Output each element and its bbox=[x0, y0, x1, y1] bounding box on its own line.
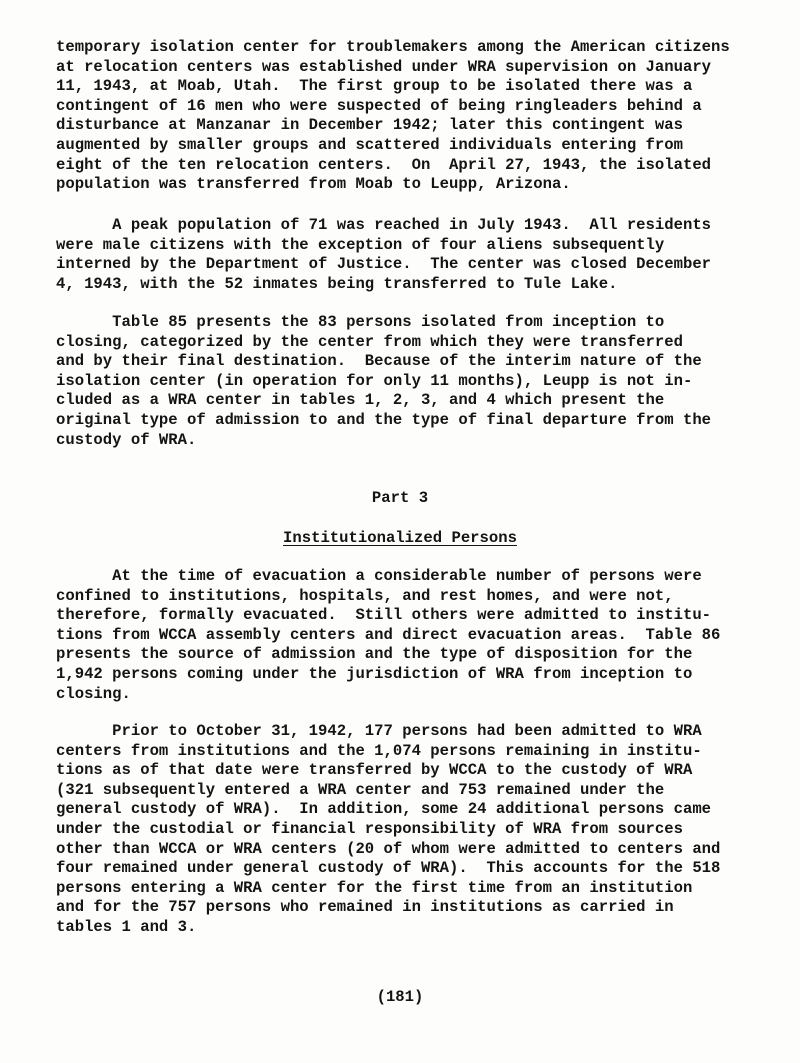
text-line: Table 85 presents the 83 persons isolated from inception to bbox=[56, 313, 665, 331]
text-line: general custody of WRA). In addition, some 24 additional persons came bbox=[56, 800, 712, 819]
text-line: therefore, formally evacuated. Still others were admitted to institu- bbox=[56, 606, 712, 625]
text-line: and for the 757 persons who remained in institutions as carried in bbox=[56, 898, 674, 917]
text-line: augmented by smaller groups and scattered individuals entering from bbox=[56, 135, 683, 154]
text-line: 11, 1943, at Moab, Utah. The first group to be isolated there was a bbox=[56, 77, 693, 96]
text-line: At the time of evacuation a considerable number of persons were bbox=[56, 567, 702, 585]
text-line: confined to institutions, hospitals, and rest homes, and were not, bbox=[56, 586, 674, 605]
text-line: 4, 1943, with the 52 inmates being transferred to Tule Lake. bbox=[56, 274, 618, 293]
text-line: eight of the ten relocation centers. On April 27, 1943, the isolated bbox=[56, 155, 712, 174]
text-line: original type of admission to and the type of final departure from the bbox=[56, 410, 712, 429]
text-line: were male citizens with the exception of four aliens subsequently bbox=[56, 235, 665, 254]
text-line: A peak population of 71 was reached in July 1943. All residents bbox=[56, 216, 712, 234]
text-line: centers from institutions and the 1,074 persons remaining in institu- bbox=[56, 741, 702, 760]
text-line: custody of WRA. bbox=[56, 430, 197, 449]
text-line: four remained under general custody of WRA). This accounts for the 518 bbox=[56, 859, 721, 878]
text-line: disturbance at Manzanar in December 1942; later this contingent was bbox=[56, 116, 683, 135]
page-number: (181) bbox=[376, 988, 424, 1006]
text-line: Prior to October 31, 1942, 177 persons had been admitted to WRA bbox=[56, 722, 702, 740]
text-line: and by their final destination. Because of the interim nature of the bbox=[56, 352, 702, 371]
paragraph-prior-to-october bbox=[56, 722, 768, 938]
text-line: tions from WCCA assembly centers and direct evacuation areas. Table 86 bbox=[56, 625, 721, 644]
paragraph-peak-population bbox=[56, 216, 768, 294]
text-line: population was transferred from Moab to Leupp, Arizona. bbox=[56, 175, 571, 194]
text-line: isolation center (in operation for only 11 months), Leupp is not in- bbox=[56, 371, 693, 390]
part-heading: Part 3 bbox=[371, 489, 429, 507]
paragraph-table-85 bbox=[56, 313, 768, 450]
text-line: 1,942 persons coming under the jurisdiction of WRA from inception to bbox=[56, 664, 693, 683]
section-title-text: Institutionalized Persons bbox=[283, 529, 517, 547]
text-line: tions as of that date were transferred by WCCA to the custody of WRA bbox=[56, 761, 693, 780]
text-line: interned by the Department of Justice. The center was closed December bbox=[56, 255, 712, 274]
text-line: under the custodial or financial responsibility of WRA from sources bbox=[56, 819, 683, 838]
text-line: (321 subsequently entered a WRA center and 753 remained under the bbox=[56, 780, 665, 799]
section-title bbox=[0, 528, 800, 548]
text-line: contingent of 16 men who were suspected of being ringleaders behind a bbox=[56, 96, 702, 115]
paragraph-evacuation bbox=[56, 567, 768, 704]
text-line: persons entering a WRA center for the first time from an institution bbox=[56, 878, 693, 897]
text-line: temporary isolation center for troublemakers among the American citizens bbox=[56, 38, 730, 56]
text-line: at relocation centers was established under WRA supervision on January bbox=[56, 57, 712, 76]
text-line: presents the source of admission and the type of disposition for the bbox=[56, 645, 693, 664]
text-line: cluded as a WRA center in tables 1, 2, 3, and 4 which present the bbox=[56, 391, 665, 410]
text-line: other than WCCA or WRA centers (20 of whom were admitted to centers and bbox=[56, 839, 721, 858]
text-line: closing. bbox=[56, 684, 131, 703]
paragraph-isolation-center bbox=[56, 38, 768, 195]
text-line: tables 1 and 3. bbox=[56, 917, 197, 936]
text-line: closing, categorized by the center from which they were transferred bbox=[56, 332, 683, 351]
